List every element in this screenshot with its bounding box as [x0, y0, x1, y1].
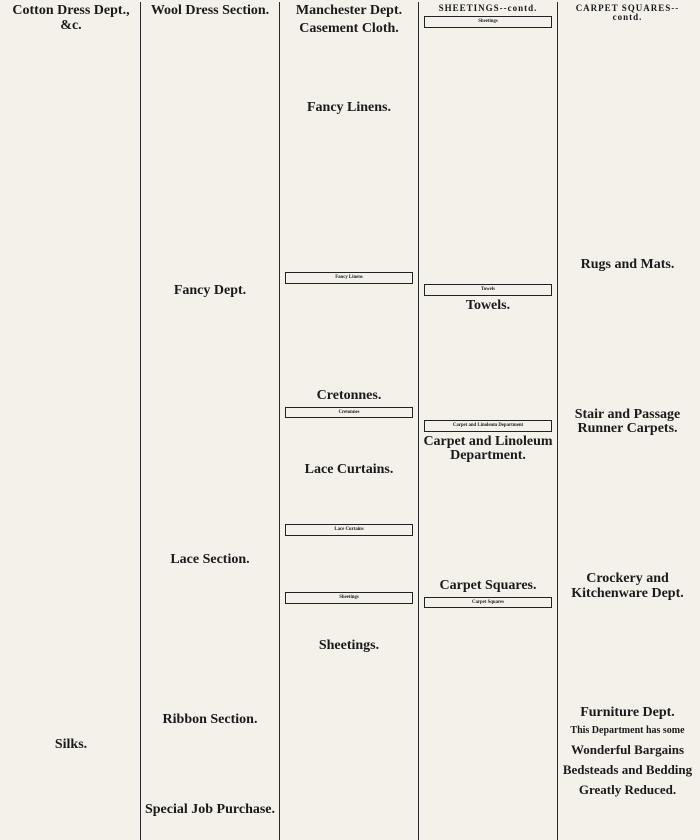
section-body — [283, 539, 415, 589]
section-heading-rugs-mats: Rugs and Mats. — [580, 256, 675, 272]
section-heading-carpet-squares-contd: CARPET SQUARES--contd. — [575, 3, 680, 23]
column-5 — [558, 2, 697, 840]
section-heading-stair-runner: Stair and Passage Runner Carpets. — [574, 406, 681, 437]
section-body — [283, 656, 415, 736]
column-4 — [419, 2, 558, 840]
section-body — [422, 31, 554, 281]
boxed-notice: Sheetings — [285, 592, 413, 604]
furniture-promo-line-1: This Department has some — [570, 725, 685, 736]
section-body — [144, 731, 276, 801]
section-heading-sheetings-contd: SHEETINGS--contd. — [438, 3, 538, 13]
boxed-notice: Sheetings — [424, 16, 552, 28]
section-heading-carpet-linoleum: Carpet and Linoleum Department. — [423, 433, 553, 464]
section-heading-wool-dress: Wool Dress Section. — [150, 3, 270, 18]
section-body — [5, 756, 137, 840]
section-body — [283, 119, 415, 269]
section-body — [422, 467, 554, 577]
section-body — [561, 276, 694, 406]
section-heading-carpet-squares: Carpet Squares. — [439, 577, 537, 593]
boxed-notice: Towels — [424, 284, 552, 296]
section-heading-lace-curtains: Lace Curtains. — [304, 462, 394, 478]
boxed-notice: Fancy Linens — [285, 272, 413, 284]
section-body — [422, 611, 554, 751]
boxed-notice: Carpet and Linoleum Department — [424, 420, 552, 432]
section-body — [144, 22, 276, 282]
section-body — [283, 287, 415, 387]
section-heading-cretonnes: Cretonnes. — [316, 387, 382, 403]
section-heading-lace: Lace Section. — [170, 552, 250, 568]
section-heading-ribbon: Ribbon Section. — [162, 712, 258, 728]
section-body — [561, 26, 694, 256]
section-body — [283, 421, 415, 461]
furniture-promo-line-4: Greatly Reduced. — [578, 782, 677, 797]
furniture-promo-line-2: Wonderful Bargains — [570, 741, 685, 757]
boxed-notice: Carpet Squares — [424, 597, 552, 609]
section-heading-casement-cloth: Casement Cloth. — [299, 20, 399, 36]
section-heading-fancy-dept: Fancy Dept. — [173, 282, 247, 298]
column-1 — [2, 2, 141, 840]
column-2 — [141, 2, 280, 840]
section-heading-sheetings: Sheetings. — [318, 637, 380, 653]
section-heading-cotton-dress: Cotton Dress Dept., &c. — [12, 3, 130, 33]
section-body — [283, 607, 415, 637]
section-body — [561, 604, 694, 704]
section-body — [144, 571, 276, 711]
boxed-notice: Lace Curtains — [285, 524, 413, 536]
section-heading-special-job: Special Job Purchase. — [144, 801, 276, 817]
section-heading-towels: Towels. — [465, 298, 511, 314]
section-body — [283, 39, 415, 99]
section-body — [283, 481, 415, 521]
column-3 — [280, 2, 419, 840]
section-heading-furniture: Furniture Dept. — [580, 705, 675, 721]
section-body — [5, 36, 137, 736]
boxed-notice: Cretonnes — [285, 407, 413, 419]
section-body — [422, 317, 554, 417]
section-heading-crockery: Crockery and Kitchenware Dept. — [571, 570, 684, 601]
section-heading-silks: Silks. — [54, 737, 88, 753]
section-heading-manchester: Manchester Dept. — [295, 3, 403, 18]
section-heading-fancy-linens: Fancy Linens. — [306, 100, 391, 116]
section-body — [144, 301, 276, 551]
furniture-promo-line-3: Bedsteads and Bedding — [562, 761, 693, 777]
section-body — [561, 440, 694, 570]
